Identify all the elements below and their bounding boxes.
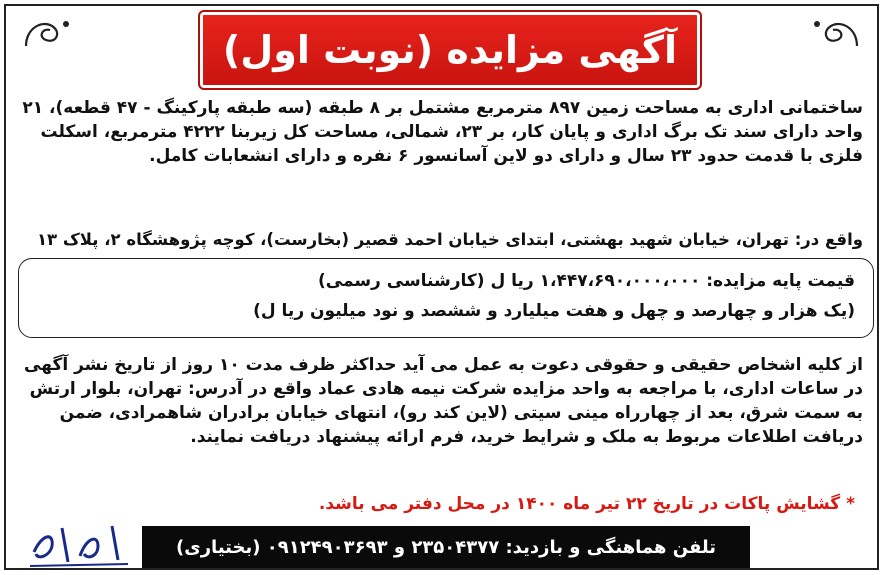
property-location: واقع در: تهران، خیابان شهید بهشتی، ابتدای خیابان احمد قصیر (بخارست)، کوچه پژوهشگاه ۲، پلاک ۱۳ [36,230,863,249]
contact-text: تلفن هماهنگی و بازدید: ۲۳۵۰۴۳۷۷ و ۰۹۱۲۴۹۰۳۶۹۳ (بختیاری) [175,536,717,558]
title-banner [200,12,700,88]
ad-title: آگهی مزایده (نوبت اول) [222,28,678,72]
invitation-text: از کلیه اشخاص حقیقی و حقوقی دعوت به عمل می آید حداکثر ظرف مدت ۱۰ روز از تاریخ نشر آگهی در ساعات اداری، با مراجعه به واحد مزایده شرکت نیمه هادی عماد واقع در آدرس: تهران، بلوار ارتش به سمت شرق، بعد از چهارراه مینی سیتی (لاین کند رو)، انتهای خیابان برادران شاهمرادی، ضمن دریافت اطلاعات مربوط به ملک و شرایط خرید، فرم ارائه پیشنهاد دریافت نمایند. [24,355,863,447]
opening-note: * گشایش پاکات در تاریخ ۲۲ تیر ماه ۱۴۰۰ در محل دفتر می باشد. [318,494,855,514]
price-box [18,258,874,338]
handwritten-signature [28,516,132,572]
contact-bar [142,526,750,568]
property-description: ساختمانی اداری به مساحت زمین ۸۹۷ مترمربع مشتمل بر ۸ طبقه (سه طبقه پارکینگ - ۴۷ قطعه)، ۲۱ واحد دارای سند تک برگ اداری و پایان کار، بر ۲۳، شمالی، مساحت کل زیربنا ۴۲۲۲ مترمربع، اسکلت فلزی با قدمت حدود ۲۳ سال و دارای دو لاین آسانسور ۶ نفره و دارای انشعابات کامل. [22,98,863,166]
ad-frame [4,4,879,570]
base-price: قیمت پایه مزایده: ۱،۴۴۷،۶۹۰،۰۰۰،۰۰۰ ریا ل (کارشناسی رسمی) [317,271,855,291]
scroll-flourish-icon [809,16,861,50]
base-price-words: (یک هزار و چهارصد و چهل و هفت میلیارد و ششصد و نود میلیون ریا ل) [253,301,855,321]
scroll-flourish-icon [22,16,74,50]
